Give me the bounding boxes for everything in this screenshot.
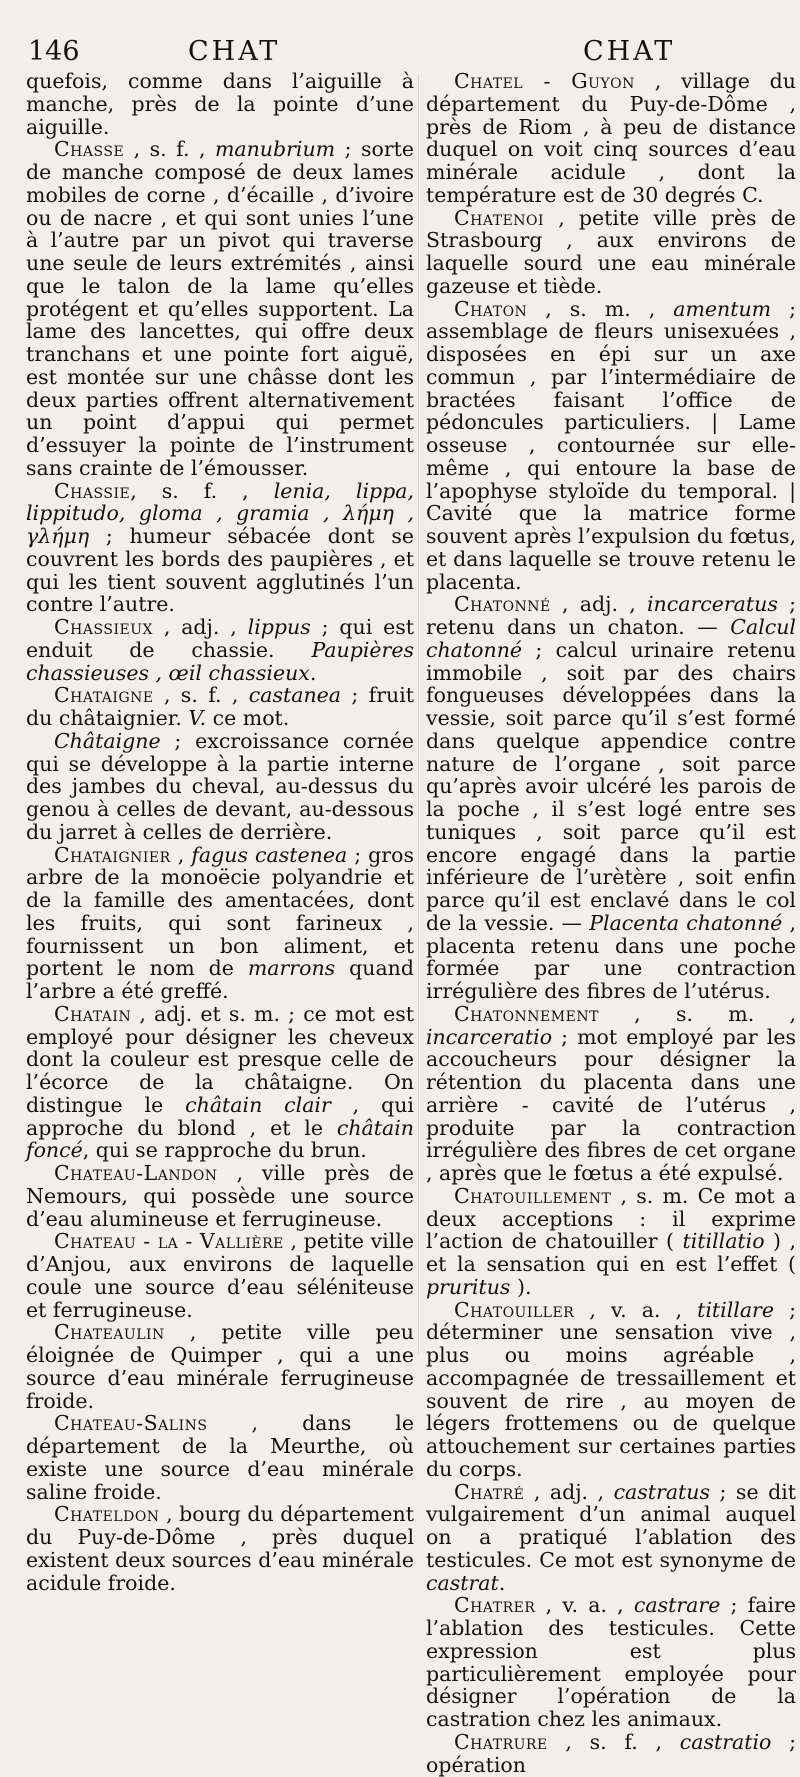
entry-headword: Chateau-Landon — [54, 1161, 218, 1185]
entry-text: , dans le département de la Meurthe, où existe une source d’eau minérale saline froide. — [26, 1411, 414, 1504]
dictionary-entry — [26, 684, 414, 730]
entry-italic-term: amentum — [673, 296, 772, 321]
entry-text: ; qui est enduit de chassie. — [26, 615, 414, 662]
entry-text: ; déterminer une sensation vive , plus ou moins agréable , accompagnée de tressaillement et souvent de rire , au moyen de légers frottemens ou de quelque attouchement sur certaines parties du corps. — [426, 1297, 796, 1481]
entry-text: , s. m. Ce mot a deux acceptions : il exprime l’action de chatouiller ( — [426, 1183, 796, 1254]
entry-text: , village du département du Puy-de-Dôme , près de Riom , à peu de distance duquel on voit cinq sources d’eau minérale acidule , dont la température est de 30 degrés C. — [426, 69, 796, 207]
dictionary-entry — [426, 70, 796, 207]
entry-text: ; gros arbre de la monoëcie polyandrie et de la famille des amentacées, dont les fruits, qui sont farineux , fournissent un bon aliment, et portent le nom de — [26, 842, 414, 981]
entry-text: ; mot employé par les accoucheurs pour désigner la rétention du placenta dans une arrière - cavité de l’utérus , produite par la contraction irrégulière des fibres de cet organe , après que le fœtus a été expulsé. — [426, 1024, 796, 1185]
entry-text: , qui approche du blond , et le — [26, 1092, 414, 1140]
entry-text: , petite ville d’Anjou, aux environs de laquelle coule une source d’eau séléniteuse et ferrugineuse. — [26, 1229, 414, 1322]
entry-text: quefois, comme dans l’aiguille à manche, près de la pointe d’une aiguille. — [26, 69, 414, 139]
dictionary-entry — [426, 207, 796, 298]
entry-headword: Chateaulin — [54, 1320, 165, 1345]
entry-text: , s. m. , — [598, 1001, 796, 1026]
entry-italic-term: V. — [188, 706, 207, 730]
entry-text: ; calcul urinaire retenu immobile , soit par des chairs fongueuses développées dans la vessie, soit parce qu’il s’est formé dans quelque appendice contre nature de l’organe , soit parce qu’après avoir ulcéré les parois de la poche , il s’est logé entre ses tuniques , soit parce qu’il est encore engagé dans la partie inférieure de l’urètère , soit enfin parce qu’il est enclavé dans le col de la vessie. — — [426, 637, 796, 935]
entry-headword: Chatouillement — [454, 1183, 612, 1208]
entry-italic-term: pruritus — [426, 1274, 511, 1299]
entry-italic-term: incarceratus — [646, 592, 778, 617]
dictionary-entry — [26, 616, 414, 684]
entry-headword: Chatonné — [454, 592, 551, 617]
entry-headword: Chateldon — [54, 1502, 160, 1527]
entry-italic-term: titillatio — [682, 1229, 765, 1254]
entry-headword: Chataignier — [54, 842, 171, 867]
entry-italic-term: marrons — [247, 956, 336, 981]
entry-headword: Chassieux — [54, 615, 153, 639]
entry-text: ; excroissance cornée qui se développe à la partie interne des jambes du cheval, au-dessus du genou à celles de devant, au-dessous du jarret à celles de derrière. — [26, 728, 414, 844]
entry-headword: Chatouiller — [454, 1297, 575, 1322]
entry-headword: Chatonnement — [454, 1001, 599, 1026]
entry-headword: Chatain — [54, 1001, 132, 1026]
entry-headword: Chatel - Guyon — [454, 69, 635, 93]
entry-italic-term: manubrium — [214, 137, 336, 162]
column-divider — [418, 74, 419, 1354]
dictionary-entry — [26, 138, 414, 479]
page-number: 146 — [28, 36, 80, 67]
entry-text: , s. f. , — [130, 478, 274, 503]
dictionary-entry — [26, 1321, 414, 1412]
entry-headword: Chaton — [454, 296, 528, 321]
entry-italic-term: castanea — [248, 683, 342, 708]
entry-italic-term: lippus — [247, 615, 311, 639]
entry-text: , bourg du département du Puy-de-Dôme , près duquel existent deux sources d’eau minérale acidule froide. — [26, 1502, 414, 1595]
left-running-title: CHAT — [188, 36, 281, 67]
entry-text: , ville près de Nemours, qui possède une source d’eau alumineuse et ferrugineuse. — [26, 1161, 414, 1231]
entry-headword: Chatré — [454, 1479, 525, 1504]
dictionary-entry — [426, 1731, 796, 1777]
dictionary-entry — [26, 1162, 414, 1230]
entry-italic-term: Placenta chatonné — [589, 910, 783, 935]
entry-text: ; retenu dans un chaton. — — [426, 592, 796, 639]
entry-text: . — [498, 1570, 506, 1595]
entry-text: , adj. , — [550, 592, 647, 617]
entry-headword: Chasse — [54, 137, 125, 162]
entry-text: ; fruit du châtaignier. — [26, 683, 414, 730]
entry-italic-term: châtain foncé — [26, 1115, 414, 1163]
entry-italic-lead: Châtaigne — [54, 728, 161, 753]
dictionary-entry — [26, 1003, 414, 1162]
right-running-title: CHAT — [583, 36, 676, 67]
entry-text: , placenta retenu dans une poche formée par une contraction irrégulière des fibres de l’utérus. — [426, 910, 796, 1003]
left-column — [26, 69, 415, 1595]
entry-text: , adj. et s. m. ; ce mot est employé pour désigner les cheveux dont la couleur est presque celle de l’écorce de la châtaigne. On distingue le — [26, 1001, 414, 1117]
dictionary-entry — [26, 480, 414, 617]
entry-italic-term: châtain clair — [185, 1092, 331, 1117]
dictionary-entry — [26, 1412, 414, 1503]
entry-text: . — [309, 660, 317, 685]
entry-text: , petite ville peu éloignée de Quimper , qui a une source d’eau minérale ferrugineuse froide. — [26, 1320, 414, 1413]
dictionary-entry — [426, 1594, 796, 1731]
entry-text: , petite ville près de Strasbourg , aux environs de laquelle sourd une eau minérale gazeuse et tiède. — [426, 205, 796, 298]
entry-text: ). — [510, 1274, 532, 1299]
entry-headword: Chassie — [54, 478, 131, 503]
entry-text: ; se dit vulgairement d’un animal auquel on a pratiqué l’ablation des testicules. Ce mot est synonyme de — [426, 1479, 796, 1572]
dictionary-entry — [426, 1481, 796, 1595]
entry-italic-term: castratio — [679, 1729, 772, 1754]
entry-italic-term: castrare — [633, 1593, 721, 1618]
entry-text: quand l’arbre a été greffé. — [26, 956, 415, 1003]
entry-text: , qui se rapproche du brun. — [82, 1138, 367, 1163]
entry-headword: Chatenoi — [454, 205, 545, 230]
entry-text: ; humeur sébacée dont se couvrent les bords des paupières , et qui les tient souvent agglutinés l’un contre l’autre. — [26, 524, 414, 617]
dictionary-entry — [26, 70, 414, 138]
entry-text: ) , et la sensation qui en est l’effet ( — [426, 1229, 796, 1276]
dictionary-entry — [426, 593, 796, 1003]
dictionary-entry — [426, 1299, 796, 1481]
dictionary-entry — [426, 1185, 796, 1299]
dictionary-entry — [26, 1503, 414, 1594]
entry-text: , adj. , — [524, 1479, 614, 1504]
entry-text: ; assemblage de fleurs unisexuées , disposées en épi sur un axe commun , par l’intermédiaire de bractées faisant l’office de pédoncules particuliers. | Lame osseuse , contournée sur elle-même , qui entoure la base de l’apophyse styloïde du temporal. | Cavité que la matrice forme souvent après l’expulsion du fœtus, et dans laquelle se trouve retenu le placenta. — [426, 296, 797, 594]
entry-text: ce mot. — [206, 706, 290, 730]
entry-text: ; opération — [426, 1729, 796, 1777]
dictionary-entry — [26, 844, 414, 1003]
right-column — [426, 69, 797, 1777]
entry-italic-term: lenia, lippa, lippitudo, gloma , gramia , λήμη , γλήμη — [26, 478, 414, 548]
entry-italic-term: Paupières chassieuses , œil chassieux — [26, 637, 414, 685]
entry-text: , s. f. , — [124, 137, 215, 162]
running-header — [28, 36, 788, 70]
entry-headword: Chatrer — [454, 1593, 536, 1618]
entry-text: , s. f. , — [153, 683, 249, 708]
entry-headword: Chateau-Salins — [54, 1411, 208, 1436]
entry-headword: Chatrure — [454, 1729, 548, 1754]
entry-text: ; sorte de manche composé de deux lames mobiles de corne , d’écaille , d’ivoire ou de nacre , et qui sont unies l’une à l’autre par un pivot qui traverse une seule de leurs extrémités , ainsi que le talon de la lame qu’elles protégent et qu’elles supportent. La lame des lancettes, qui offre deux tranchans et une pointe fort aiguë, est montée sur une châsse dont les deux parties offrent alternativement un point d’appui qui permet d’essuyer la pointe de l’instrument sans crainte de l’émousser. — [26, 137, 414, 480]
entry-headword: Chateau - la - Vallière — [54, 1229, 284, 1254]
entry-italic-term: castrat — [426, 1570, 499, 1595]
entry-text: , — [170, 842, 192, 867]
entry-italic-term: castratus — [613, 1479, 711, 1504]
dictionary-entry — [26, 730, 414, 844]
entry-italic-term: titillare — [697, 1297, 774, 1322]
entry-italic-term: fagus castenea — [191, 842, 348, 867]
entry-italic-term: incarceratio — [426, 1024, 553, 1049]
entry-text: , v. a. , — [535, 1593, 634, 1618]
dictionary-entry — [26, 1230, 414, 1321]
entry-italic-term: Calcul chatonné — [426, 615, 796, 662]
entry-text: , s. f. , — [547, 1729, 680, 1754]
entry-text: ; faire l’ablation des testicules. Cette expression est plus particulièrement employée pour désigner l’opération de la castration chez les animaux. — [426, 1593, 796, 1731]
dictionary-entry — [426, 298, 796, 594]
entry-headword: Chataigne — [54, 683, 154, 708]
entry-text: , v. a. , — [574, 1297, 698, 1322]
entry-text: , s. m. , — [527, 296, 674, 321]
dictionary-entry — [426, 1003, 796, 1185]
entry-text: , adj. , — [152, 615, 248, 639]
